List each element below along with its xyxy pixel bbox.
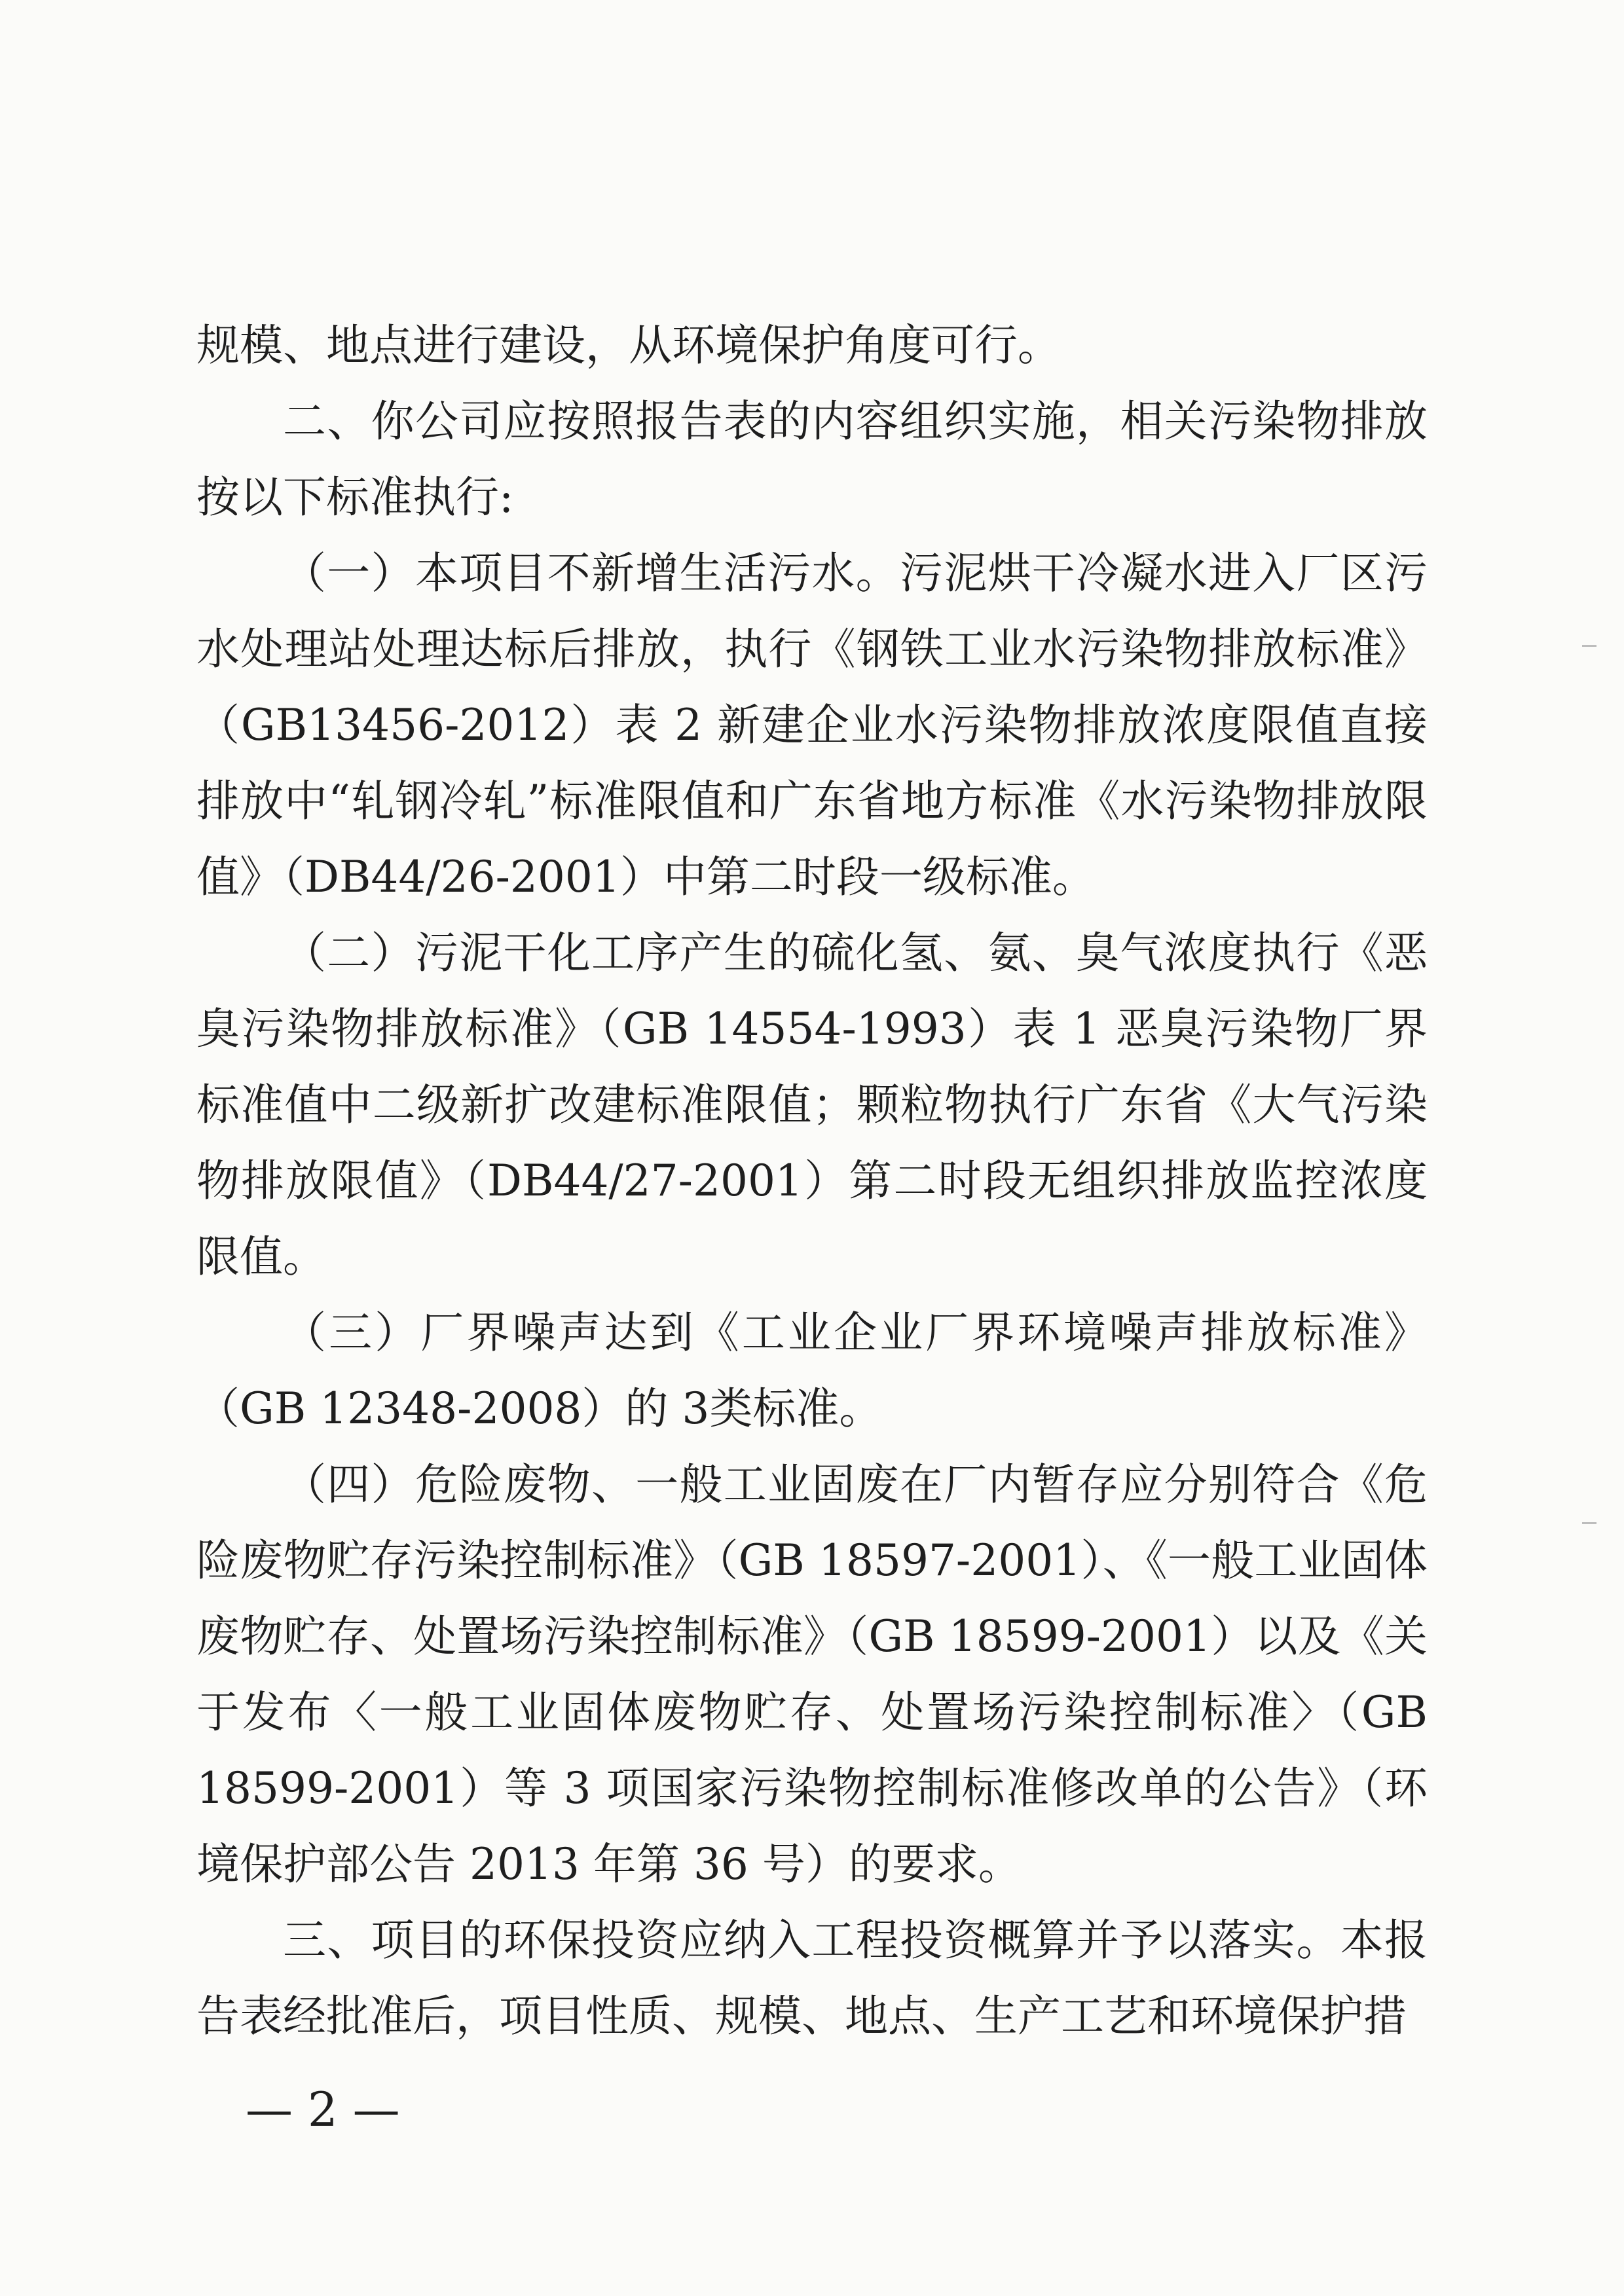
- scan-edge-mark: [1582, 1522, 1596, 1524]
- paragraph-section-two: 二、你公司应按照报告表的内容组织实施，相关污染物排放按以下标准执行:: [196, 396, 1428, 522]
- page-number: — 2 —: [246, 2082, 400, 2137]
- paragraph-section-three: 三、项目的环保投资应纳入工程投资概算并予以落实。本报告表经批准后，项目性质、规模、地点、生产工艺和环境保护措: [196, 1915, 1428, 2041]
- scan-edge-mark: [1582, 645, 1596, 647]
- paragraph-item-three: （三）厂界噪声达到《工业企业厂界环境噪声排放标准》（GB 12348-2008）的 3类标准。: [196, 1307, 1428, 1434]
- paragraph-item-four: （四）危险废物、一般工业固废在厂内暂存应分别符合《危险废物贮存污染控制标准》（GB 18597-2001）、《一般工业固体废物贮存、处置场污染控制标准》（GB 18599-2001）以及《关于发布〈一般工业固体废物贮存、处置场污染控制标准〉（GB 18599-2001）等 3 项国家污染物控制标准修改单的公告》（环境保护部公告 2013 年第 36 号）的要求。: [196, 1459, 1428, 1889]
- paragraph-item-two: （二）污泥干化工序产生的硫化氢、氨、臭气浓度执行《恶臭污染物排放标准》（GB 14554-1993）表 1 恶臭污染物厂界标准值中二级新扩改建标准限值；颗粒物执行广东省《大气污染物排放限值》（DB44/27-2001）第二时段无组织排放监控浓度限值。: [196, 928, 1428, 1282]
- paragraph-continuation: 规模、地点进行建设，从环境保护角度可行。: [196, 320, 1061, 371]
- paragraph-item-one: （一）本项目不新增生活污水。污泥烘干冷凝水进入厂区污水处理站处理达标后排放，执行《钢铁工业水污染物排放标准》（GB13456-2012）表 2 新建企业水污染物排放浓度限值直接排放中“轧钢冷轧”标准限值和广东省地方标准《水污染物排放限值》（DB44/26-2001）中第二时段一级标准。: [196, 548, 1428, 902]
- document-body: [196, 308, 1428, 2054]
